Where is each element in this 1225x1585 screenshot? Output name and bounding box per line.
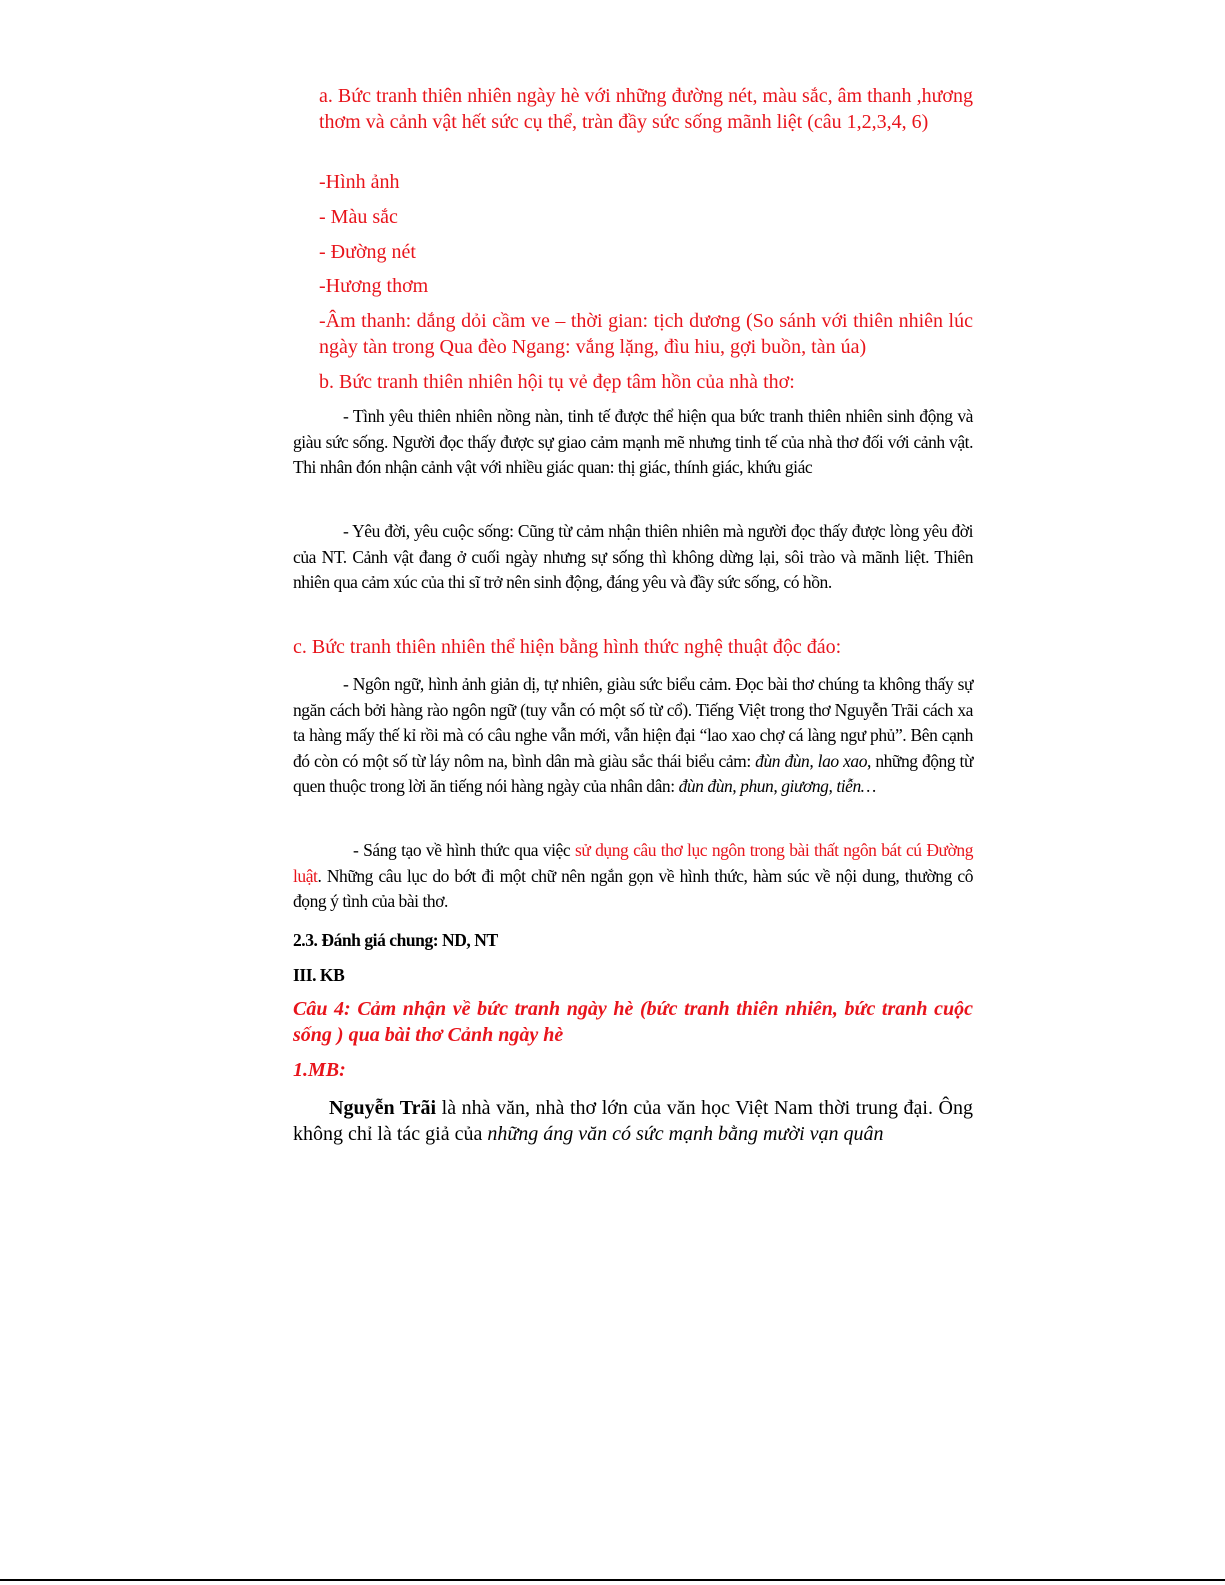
section-b-paragraph-1: - Tình yêu thiên nhiên nồng nàn, tinh tế được thể hiện qua bức tranh thiên nhiên sinh động và giàu sức sống. Người đọc thấy được sự giao cảm mạnh mẽ nhưng tinh tế của nhà thơ đối với cảnh vật. Thi nhân đón nhận cảnh vật với nhiều giác quan: thị giác, thính giác, khứu giác bbox=[293, 406, 973, 477]
page-bottom-rule bbox=[0, 1579, 1225, 1581]
section-a-item-image: -Hình ảnh bbox=[319, 171, 400, 193]
section-c-heading: c. Bức tranh thiên nhiên thể hiện bằng hình thức nghệ thuật độc đáo: bbox=[293, 636, 842, 658]
section-b-paragraph-2: - Yêu đời, yêu cuộc sống: Cũng từ cảm nhận thiên nhiên mà người đọc thấy được lòng yêu đời của NT. Cảnh vật đang ở cuối ngày nhưng sự sống thì không dừng lại, sôi trào và mãnh liệt. Thiên nhiên qua cảm xúc của thi sĩ trở nên sinh động, đáng yêu và đầy sức sống, có hồn. bbox=[293, 521, 973, 592]
conclusion-heading: III. KB bbox=[293, 965, 345, 985]
evaluation-heading: 2.3. Đánh giá chung: ND, NT bbox=[293, 930, 498, 950]
section-a-heading: a. Bức tranh thiên nhiên ngày hè với những đường nét, màu sắc, âm thanh ,hương thơm và cảnh vật hết sức cụ thể, tràn đầy sức sống mãnh liệt (câu 1,2,3,4, 6) bbox=[319, 85, 973, 133]
mb-heading: 1.MB: bbox=[293, 1059, 346, 1081]
section-c-paragraph-1: - Ngôn ngữ, hình ảnh giản dị, tự nhiên, giàu sức biểu cảm. Đọc bài thơ chúng ta không thấy sự ngăn cách bởi hàng rào ngôn ngữ (tuy vẫn có một số từ cổ). Tiếng Việt trong thơ Nguyễn Trãi cách xa ta hàng mấy thế kỉ rồi mà có câu nghe vẫn mới, vẫn hiện đại “lao xao chợ cá làng ngư phủ”. Bên cạnh đó còn có một số từ láy nôm na, bình dân mà giàu sắc thái biểu cảm: đùn đùn, lao xao, những động từ quen thuộc trong lời ăn tiếng nói hàng ngày của nhân dân: đùn đùn, phun, giương, tiễn… bbox=[293, 674, 973, 796]
question-4-heading: Câu 4: Cảm nhận về bức tranh ngày hè (bức tranh thiên nhiên, bức tranh cuộc sống ) qua bài thơ Cảnh ngày hè bbox=[293, 998, 973, 1046]
introduction-paragraph: Nguyễn Trãi là nhà văn, nhà thơ lớn của văn học Việt Nam thời trung đại. Ông không chỉ là tác giả của những áng văn có sức mạnh bằng mười vạn quân bbox=[293, 1097, 974, 1145]
section-a-item-scent: -Hương thơm bbox=[319, 275, 429, 297]
section-c-paragraph-2: - Sáng tạo về hình thức qua việc sử dụng câu thơ lục ngôn trong bài thất ngôn bát cú Đường luật. Những câu lục do bớt đi một chữ nên ngắn gọn về hình thức, hàm súc về nội dung, thường cô đọng ý tình của bài thơ. bbox=[293, 840, 973, 911]
section-b-heading: b. Bức tranh thiên nhiên hội tụ vẻ đẹp tâm hồn của nhà thơ: bbox=[319, 371, 795, 393]
section-a-item-line: - Đường nét bbox=[319, 241, 416, 263]
section-a-sound: -Âm thanh: dắng dỏi cầm ve – thời gian: tịch dương (So sánh với thiên nhiên lúc ngày tàn trong Qua đèo Ngang: vắng lặng, đìu hiu, gợi buồn, tàn úa) bbox=[319, 310, 973, 358]
section-a-item-color: - Màu sắc bbox=[319, 206, 398, 228]
